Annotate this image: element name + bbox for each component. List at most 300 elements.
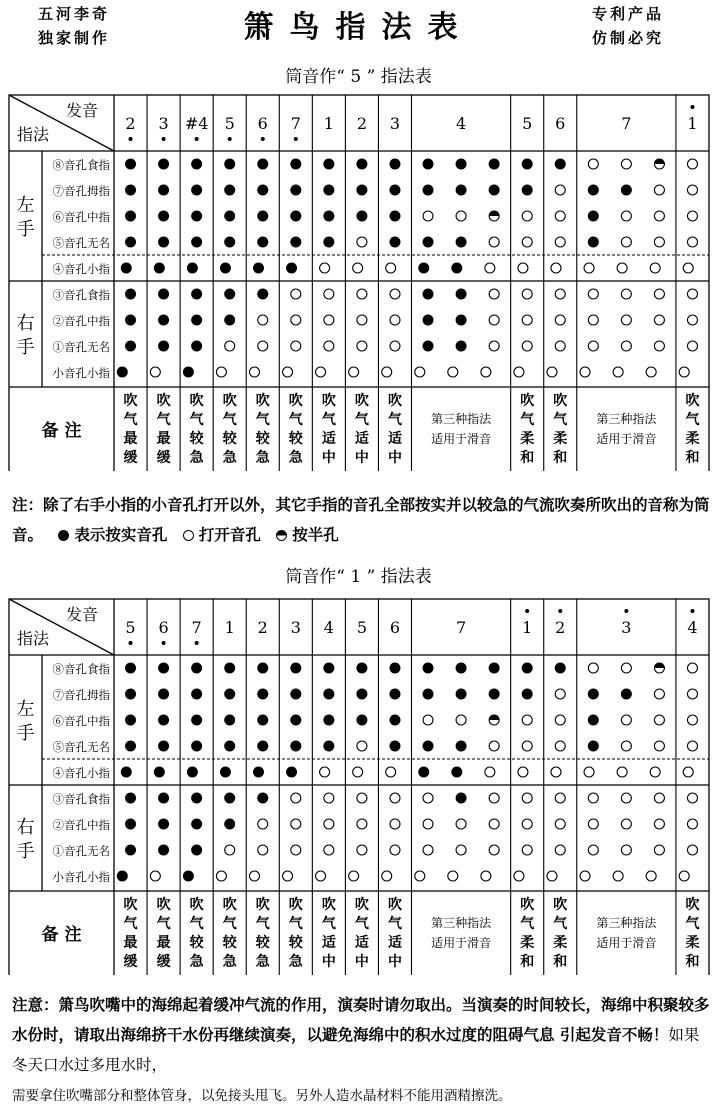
open-hole-icon [679, 871, 689, 881]
right-hand-label-2: 手 [16, 337, 35, 358]
closed-hole-icon [257, 689, 268, 700]
open-hole-icon [687, 845, 697, 855]
open-hole-icon [522, 715, 532, 725]
closed-hole-icon [456, 315, 467, 326]
remark-text: 适用于滑音 [431, 432, 492, 446]
open-hole-icon [357, 315, 367, 325]
open-hole-icon [390, 289, 400, 299]
note-label: 1 [687, 114, 698, 133]
note-label: 6 [555, 114, 566, 133]
closed-hole-icon [191, 741, 202, 752]
open-hole-icon [588, 845, 598, 855]
row-label: ②音孔中指 [52, 818, 110, 832]
remark-char: 较 [255, 431, 270, 447]
closed-hole-icon [323, 663, 334, 674]
closed-hole-icon [224, 819, 235, 830]
closed-hole-icon [257, 741, 268, 752]
open-hole-icon [456, 819, 466, 829]
closed-hole-icon [224, 237, 235, 248]
right-hand-label-1: 右 [16, 313, 35, 334]
closed-hole-icon [224, 663, 235, 674]
closed-hole-icon [290, 689, 301, 700]
remark-char: 和 [685, 450, 700, 466]
closed-hole-icon [187, 767, 198, 778]
row-label: ⑧音孔食指 [52, 662, 110, 676]
remark-char: 较 [189, 431, 204, 447]
closed-hole-icon [224, 315, 235, 326]
note-label: 4 [323, 618, 334, 637]
octave-low-dot [162, 641, 166, 645]
closed-hole-icon [224, 715, 235, 726]
note-label: 2 [356, 114, 368, 133]
note-label: 5 [356, 618, 368, 637]
open-hole-icon [357, 793, 367, 803]
note-label: 3 [290, 618, 301, 637]
open-hole-icon [283, 871, 293, 881]
filled-hole-icon [58, 530, 69, 541]
remark-char: 气 [354, 412, 369, 428]
remark-char: 气 [189, 412, 204, 428]
open-hole-icon [258, 845, 268, 855]
remark-char: 气 [553, 412, 568, 428]
open-hole-icon [522, 845, 532, 855]
remark-char: 中 [321, 450, 336, 466]
closed-hole-icon [423, 689, 434, 700]
closed-hole-icon [389, 237, 400, 248]
note-label: 4 [687, 618, 698, 637]
closed-hole-icon [191, 315, 202, 326]
open-hole-icon [324, 341, 334, 351]
remark-char: 中 [354, 954, 369, 970]
open-hole-icon [683, 263, 693, 273]
closed-hole-icon [323, 715, 334, 726]
note-label: 6 [389, 618, 401, 637]
open-hole-icon [687, 315, 697, 325]
closed-hole-icon [588, 185, 599, 196]
open-hole-icon [150, 367, 160, 377]
remark-char: 气 [520, 916, 535, 932]
closed-hole-icon [191, 715, 202, 726]
remark-char: 吹 [156, 393, 171, 409]
closed-hole-icon [323, 741, 334, 752]
open-hole-icon [617, 767, 627, 777]
closed-hole-icon [451, 767, 462, 778]
open-hole-icon [687, 289, 697, 299]
closed-hole-icon [356, 663, 367, 674]
closed-hole-icon [290, 159, 301, 170]
open-hole-icon [621, 315, 631, 325]
closed-hole-icon [290, 185, 301, 196]
chart2-title: 筒音作“ 1 ” 指法表 [285, 567, 432, 587]
remark-char: 吹 [520, 897, 535, 913]
open-hole-icon [514, 871, 524, 881]
open-hole-icon [613, 871, 623, 881]
closed-hole-icon [418, 263, 429, 274]
remark-char: 吹 [222, 897, 237, 913]
open-hole-icon [448, 871, 458, 881]
remark-char: 缓 [156, 954, 171, 970]
closed-hole-icon [191, 689, 202, 700]
open-hole-icon [588, 341, 598, 351]
closed-hole-icon [117, 367, 128, 378]
closed-hole-icon [125, 185, 136, 196]
open-hole-icon [522, 793, 532, 803]
page-title: 箫鸟指法表 [243, 10, 474, 45]
remark-char: 气 [520, 412, 535, 428]
legend-half-label: 按半孔 [292, 525, 339, 544]
closed-hole-icon [323, 237, 334, 248]
header-patent-line2: 仿制必究 [592, 29, 665, 47]
closed-hole-icon [224, 689, 235, 700]
open-hole-icon [621, 845, 631, 855]
open-hole-icon [555, 211, 565, 221]
open-hole-icon [291, 845, 301, 855]
note-label: 1 [224, 618, 235, 637]
open-hole-icon [588, 793, 598, 803]
row-label: ⑥音孔中指 [52, 210, 110, 224]
closed-hole-icon [423, 159, 434, 170]
open-hole-icon [390, 819, 400, 829]
open-hole-icon [456, 715, 466, 725]
open-hole-icon [216, 871, 226, 881]
note-label: 3 [621, 618, 632, 637]
open-hole-icon [654, 185, 664, 195]
open-hole-icon [415, 871, 425, 881]
remark-char: 急 [222, 450, 237, 466]
closed-hole-icon [224, 159, 235, 170]
row-label: ⑤音孔无名 [52, 236, 110, 250]
closed-hole-icon [423, 289, 434, 300]
remark-char: 适 [354, 935, 369, 951]
closed-hole-icon [323, 159, 334, 170]
remark-char: 中 [387, 954, 402, 970]
open-hole-icon [456, 845, 466, 855]
closed-hole-icon [290, 237, 301, 248]
remark-char: 气 [288, 412, 303, 428]
closed-hole-icon [121, 263, 132, 274]
closed-hole-icon [125, 845, 136, 856]
open-hole-icon [646, 367, 656, 377]
open-hole-icon [654, 689, 664, 699]
closed-hole-icon [121, 767, 132, 778]
closed-hole-icon [356, 211, 367, 222]
open-hole-icon [580, 871, 590, 881]
open-hole-icon [423, 715, 433, 725]
closed-hole-icon [423, 315, 434, 326]
closed-hole-icon [187, 263, 198, 274]
remark-char: 急 [255, 450, 270, 466]
remark-char: 适 [354, 431, 369, 447]
remark-char: 气 [255, 412, 270, 428]
row-label: ④音孔小指 [52, 766, 110, 780]
octave-high-dot [558, 609, 562, 613]
closed-hole-icon [158, 341, 169, 352]
open-hole-icon [423, 819, 433, 829]
remark-char: 吹 [189, 897, 204, 913]
remark-char: 和 [520, 450, 535, 466]
open-hole-icon [456, 211, 466, 221]
note-label: 3 [389, 114, 401, 133]
closed-hole-icon [125, 159, 136, 170]
closed-hole-icon [158, 715, 169, 726]
closed-hole-icon [356, 715, 367, 726]
note-label: 2 [257, 618, 268, 637]
octave-high-dot [690, 105, 694, 109]
remark-char: 缓 [123, 954, 138, 970]
note-label: 2 [555, 618, 566, 637]
open-hole-icon [349, 871, 359, 881]
open-hole-icon [621, 289, 631, 299]
remark-char: 气 [255, 916, 270, 932]
closed-hole-icon [125, 341, 136, 352]
open-hole-icon [555, 715, 565, 725]
note-label: 1 [522, 618, 533, 637]
open-hole-icon [687, 341, 697, 351]
remark-char: 吹 [354, 897, 369, 913]
header-patent-line1: 专利产品 [592, 5, 665, 23]
octave-low-dot [129, 641, 133, 645]
open-hole-icon [683, 767, 693, 777]
closed-hole-icon [456, 663, 467, 674]
open-hole-icon [522, 289, 532, 299]
note-care-extra-1: 如果冬天口水过多甩水时， [12, 1026, 700, 1074]
remark-char: 和 [520, 954, 535, 970]
row-label: ③音孔食指 [52, 288, 110, 302]
header-note-label: 发音 [65, 605, 99, 624]
note-label: 4 [455, 114, 467, 133]
remark-char: 气 [123, 412, 138, 428]
closed-hole-icon [158, 845, 169, 856]
open-hole-icon [522, 741, 532, 751]
open-hole-icon [291, 819, 301, 829]
open-hole-icon [357, 341, 367, 351]
open-hole-icon [584, 767, 594, 777]
remark-char: 急 [255, 954, 270, 970]
open-hole-icon [588, 663, 598, 673]
open-hole-icon [415, 367, 425, 377]
closed-hole-icon [191, 845, 202, 856]
closed-hole-icon [456, 793, 467, 804]
closed-hole-icon [621, 185, 632, 196]
remark-char: 急 [189, 450, 204, 466]
octave-low-dot [228, 137, 232, 141]
open-hole-icon [522, 315, 532, 325]
remark-char: 气 [156, 916, 171, 932]
remark-char: 气 [354, 916, 369, 932]
remark-char: 吹 [222, 393, 237, 409]
closed-hole-icon [522, 663, 533, 674]
closed-hole-icon [456, 341, 467, 352]
closed-hole-icon [125, 237, 136, 248]
closed-hole-icon [220, 767, 231, 778]
closed-hole-icon [389, 159, 400, 170]
closed-hole-icon [125, 663, 136, 674]
closed-hole-icon [290, 741, 301, 752]
closed-hole-icon [389, 689, 400, 700]
open-hole-icon [555, 689, 565, 699]
note-label: 7 [191, 618, 202, 637]
note-label: 6 [158, 618, 169, 637]
octave-low-dot [261, 137, 265, 141]
open-hole-icon [687, 237, 697, 247]
closed-hole-icon [456, 289, 467, 300]
open-hole-icon [316, 871, 326, 881]
closed-hole-icon [456, 741, 467, 752]
open-hole-icon [324, 845, 334, 855]
closed-hole-icon [588, 689, 599, 700]
remark-char: 气 [387, 412, 402, 428]
open-hole-icon [386, 767, 396, 777]
open-hole-icon [551, 767, 561, 777]
row-label: ⑤音孔无名 [52, 740, 110, 754]
open-hole-icon [489, 819, 499, 829]
octave-low-dot [162, 137, 166, 141]
open-hole-icon [291, 289, 301, 299]
open-hole-icon [687, 793, 697, 803]
octave-low-dot [129, 137, 133, 141]
open-hole-icon [518, 767, 528, 777]
closed-hole-icon [158, 237, 169, 248]
remark-text: 适用于滑音 [596, 432, 657, 446]
remark-char: 急 [189, 954, 204, 970]
closed-hole-icon [489, 689, 500, 700]
header-finger-label: 指法 [16, 125, 50, 144]
open-hole-icon [654, 845, 664, 855]
closed-hole-icon [257, 793, 268, 804]
left-hand-label-2: 手 [16, 219, 35, 240]
open-hole-icon [650, 263, 660, 273]
closed-hole-icon [456, 237, 467, 248]
closed-hole-icon [588, 237, 599, 248]
remark-char: 气 [123, 916, 138, 932]
open-hole-icon [555, 237, 565, 247]
open-hole-icon [654, 211, 664, 221]
header-maker-line2: 独家制作 [38, 29, 111, 47]
open-hole-icon [320, 767, 330, 777]
remark-char: 气 [321, 412, 336, 428]
octave-high-dot [525, 609, 529, 613]
closed-hole-icon [154, 263, 165, 274]
closed-hole-icon [191, 159, 202, 170]
open-hole-icon [621, 663, 631, 673]
remark-char: 中 [387, 450, 402, 466]
closed-hole-icon [253, 263, 264, 274]
note-label: 1 [323, 114, 334, 133]
open-hole-icon [353, 263, 363, 273]
row-label: ③音孔食指 [52, 792, 110, 806]
note-tube-tone [12, 490, 712, 550]
note-care [12, 990, 712, 1111]
remark-text: 第三种指法 [431, 916, 492, 930]
open-hole-icon [489, 289, 499, 299]
closed-hole-icon [117, 871, 128, 882]
open-hole-icon [291, 793, 301, 803]
remark-char: 气 [387, 916, 402, 932]
row-label: ②音孔中指 [52, 314, 110, 328]
remark-char: 柔 [520, 431, 535, 447]
open-hole-icon [588, 819, 598, 829]
open-hole-icon [654, 289, 664, 299]
closed-hole-icon [125, 289, 136, 300]
note-label: 6 [257, 114, 268, 133]
closed-hole-icon [125, 793, 136, 804]
closed-hole-icon [125, 689, 136, 700]
remark-char: 较 [288, 431, 303, 447]
remark-char: 缓 [123, 450, 138, 466]
closed-hole-icon [286, 767, 297, 778]
open-hole-icon [555, 793, 565, 803]
remark-char: 吹 [156, 897, 171, 913]
remark-char: 气 [222, 412, 237, 428]
closed-hole-icon [522, 689, 533, 700]
remark-text: 第三种指法 [596, 916, 657, 930]
remark-char: 气 [222, 916, 237, 932]
remark-char: 气 [288, 916, 303, 932]
closed-hole-icon [224, 289, 235, 300]
row-label: ①音孔无名 [52, 340, 110, 354]
closed-hole-icon [356, 185, 367, 196]
open-hole-icon [555, 741, 565, 751]
remark-char: 和 [553, 450, 568, 466]
open-hole-icon [258, 341, 268, 351]
open-hole-icon [249, 871, 259, 881]
closed-hole-icon [125, 211, 136, 222]
open-hole-icon [522, 211, 532, 221]
open-hole-icon [225, 341, 235, 351]
open-hole-icon [390, 341, 400, 351]
open-hole-icon [621, 715, 631, 725]
open-hole-icon [617, 263, 627, 273]
open-hole-icon [324, 819, 334, 829]
open-hole-icon [687, 689, 697, 699]
closed-hole-icon [389, 715, 400, 726]
remark-text: 第三种指法 [431, 412, 492, 426]
remark-char: 适 [387, 431, 402, 447]
open-hole-icon [386, 263, 396, 273]
open-hole-icon [324, 289, 334, 299]
note-tube-tone-text: 注：除了右手小指的小音孔打开以外，其它手指的音孔全部按实并以较急的气流吹奏所吹出的音称为筒音。 [12, 495, 710, 544]
open-hole-icon [357, 845, 367, 855]
row-label: 小音孔小指 [52, 366, 110, 380]
open-hole-icon [283, 367, 293, 377]
note-label: 7 [455, 618, 467, 637]
open-hole-icon [621, 211, 631, 221]
remark-char: 柔 [685, 431, 700, 447]
open-hole-icon [382, 871, 392, 881]
open-hole-icon [555, 341, 565, 351]
remark-char: 吹 [255, 393, 270, 409]
closed-hole-icon [423, 185, 434, 196]
open-hole-icon [588, 159, 598, 169]
open-hole-icon [481, 367, 491, 377]
remark-char: 气 [156, 412, 171, 428]
closed-hole-icon [257, 289, 268, 300]
closed-hole-icon [286, 263, 297, 274]
open-hole-icon [522, 341, 532, 351]
note-care-bold: 注意：箫鸟吹嘴中的海绵起着缓冲气流的作用，演奏时请勿取出。当演奏的时间较长，海绵中积聚较多水份时，请取出海绵挤干水份再继续演奏，以避免海绵中的积水过度的阻碍气息 引起发音不畅！ [12, 995, 710, 1044]
remark-char: 吹 [685, 897, 700, 913]
open-hole-icon [225, 845, 235, 855]
closed-hole-icon [522, 185, 533, 196]
row-label: 小音孔小指 [52, 870, 110, 884]
open-hole-icon [514, 367, 524, 377]
open-hole-icon [687, 211, 697, 221]
open-hole-icon [448, 367, 458, 377]
closed-hole-icon [489, 185, 500, 196]
open-hole-icon [646, 871, 656, 881]
closed-hole-icon [555, 159, 566, 170]
open-hole-icon [489, 741, 499, 751]
